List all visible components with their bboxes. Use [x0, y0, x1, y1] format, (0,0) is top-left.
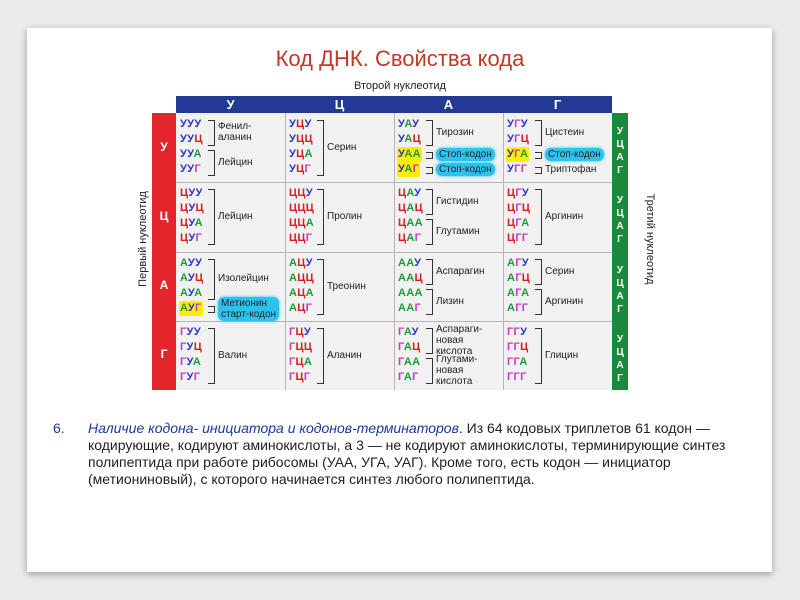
codon: ЦУГ: [180, 232, 203, 244]
group-bracket: [208, 259, 215, 300]
group-bracket: [535, 120, 542, 146]
codon: ЦЦА: [289, 217, 314, 229]
group-bracket: [426, 167, 433, 174]
group-bracket: [426, 289, 433, 315]
third-nucleotide-letter: А: [616, 221, 624, 232]
second-nucleotide-a: А: [443, 97, 454, 112]
third-nucleotide-letter: Г: [617, 304, 623, 315]
bullet-text: [88, 420, 728, 488]
third-nucleotide-letter: У: [616, 126, 624, 137]
codon: ЦЦГ: [289, 232, 313, 244]
third-nucleotide-letter: Ц: [616, 139, 624, 150]
codon: ЦУУ: [180, 187, 203, 199]
first-nucleotide-g: Г: [160, 347, 168, 361]
second-nucleotide-g: Г: [553, 97, 562, 112]
amino-acid-label: Аланин: [327, 349, 362, 361]
codon: ГАЦ: [398, 341, 421, 353]
group-bracket: [208, 120, 215, 146]
codon: УУА: [180, 148, 202, 160]
third-nucleotide-letter: У: [616, 195, 624, 206]
amino-acid-label: Глицин: [545, 349, 579, 361]
amino-acid-label: Серин: [545, 265, 575, 277]
codon: УАГ: [398, 163, 420, 175]
codon: УЦА: [289, 148, 313, 160]
codon: УАУ: [398, 118, 420, 130]
codon: УГУ: [507, 118, 528, 130]
codon: ЦЦУ: [289, 187, 313, 199]
special-codon-label: Стоп-кодон: [436, 148, 495, 161]
codon: ГГГ: [507, 371, 527, 383]
codon: АЦЦ: [289, 272, 314, 284]
codon: УЦЦ: [289, 133, 313, 145]
amino-acid-label: Лейцин: [218, 210, 253, 222]
bullet-body-text: . Из 64 кодовых триплетов 61 кодон — кодирующие, кодируют аминокислоты, а 3 — не кодируют аминокислоты, терминирующие синтез полипептида при работе рибосомы (УАА, УГА, УАГ). Кроме того, есть кодон — инициатор (метиониновый), с которого начинается синтез любого полипептида.: [88, 420, 726, 487]
codon: АГЦ: [507, 272, 531, 284]
codon: ГУУ: [180, 326, 201, 338]
second-nucleotide-header: [176, 96, 612, 113]
codon: АГУ: [507, 257, 529, 269]
codon: ГУА: [180, 356, 202, 368]
group-bracket: [317, 189, 324, 245]
amino-acid-label: Гистидин: [436, 195, 479, 207]
codon: УАА: [398, 148, 421, 160]
third-nucleotide-letter: У: [616, 334, 624, 345]
amino-acid-label: Аспараги- новая кислота: [436, 323, 483, 357]
amino-acid-label: Аргинин: [545, 295, 584, 307]
group-bracket: [535, 189, 542, 245]
third-nucleotide-letter: Г: [617, 373, 623, 384]
slide-title: Код ДНК. Свойства кода: [275, 46, 525, 71]
codon: ЦАЦ: [398, 202, 423, 214]
amino-acid-label: Аргинин: [545, 210, 584, 222]
codon: ЦГЦ: [507, 202, 531, 214]
group-bracket: [208, 150, 215, 176]
codon: УАЦ: [398, 133, 421, 145]
first-nucleotide-column: [152, 113, 176, 390]
group-bracket: [208, 306, 215, 313]
codon: АУА: [180, 287, 203, 299]
codon: ГУЦ: [180, 341, 203, 353]
codon: АГГ: [507, 302, 529, 314]
codon: АУГ: [180, 302, 202, 314]
codon: ГЦУ: [289, 326, 312, 338]
codon: ААГ: [398, 302, 422, 314]
codon: ГЦА: [289, 356, 313, 368]
codon: ЦУЦ: [180, 202, 204, 214]
group-bracket: [535, 167, 542, 174]
third-nucleotide-letter: Ц: [616, 208, 624, 219]
grid-divider-vertical: [503, 113, 504, 390]
bullet-number: 6.: [53, 420, 65, 436]
codon: ГГА: [507, 356, 528, 368]
third-nucleotide-letter: А: [616, 152, 624, 163]
third-nucleotide-column: [612, 113, 628, 390]
codon: УГГ: [507, 163, 528, 175]
amino-acid-label: Тирозин: [436, 126, 474, 138]
codon: УЦУ: [289, 118, 312, 130]
group-bracket: [208, 328, 215, 384]
third-nucleotide-letter: У: [616, 265, 624, 276]
group-bracket: [208, 189, 215, 245]
codon: УГЦ: [507, 133, 530, 145]
second-nucleotide-label: Второй нуклеотид: [354, 80, 446, 92]
third-nucleotide-label: Третий нуклеотид: [644, 193, 656, 285]
codon: АЦА: [289, 287, 314, 299]
group-bracket: [317, 328, 324, 384]
amino-acid-label: Серин: [327, 141, 357, 153]
amino-acid-label: Глутами- новая кислота: [436, 353, 478, 387]
third-nucleotide-letter: А: [616, 360, 624, 371]
grid-divider-horizontal: [176, 321, 612, 322]
first-nucleotide-label: Первый нуклеотид: [137, 191, 149, 287]
codon: ААЦ: [398, 272, 423, 284]
group-bracket: [317, 259, 324, 315]
codon: АЦУ: [289, 257, 313, 269]
codon: ЦАУ: [398, 187, 422, 199]
group-bracket: [426, 120, 433, 146]
amino-acid-label: Триптофан: [545, 164, 597, 175]
amino-acid-label: Треонин: [327, 280, 366, 292]
codon: ГЦГ: [289, 371, 311, 383]
amino-acid-label: Глутамин: [436, 225, 480, 237]
amino-acid-label: Фенил- аланин: [218, 121, 252, 143]
amino-acid-label: Пролин: [327, 210, 363, 222]
codon: ЦАА: [398, 217, 423, 229]
codon: АУУ: [180, 257, 203, 269]
grid-divider-horizontal: [176, 252, 612, 253]
codon: ГУГ: [180, 371, 201, 383]
first-nucleotide-u: У: [160, 140, 168, 154]
codon: АУЦ: [180, 272, 204, 284]
codon: ГАУ: [398, 326, 419, 338]
codon: ГГЦ: [507, 341, 529, 353]
third-nucleotide-letter: Ц: [616, 347, 624, 358]
codon: УУУ: [180, 118, 202, 130]
amino-acid-label: Лизин: [436, 295, 464, 307]
group-bracket: [535, 259, 542, 285]
group-bracket: [426, 219, 433, 245]
amino-acid-label: Изолейцин: [218, 273, 269, 284]
codon: АГА: [507, 287, 530, 299]
group-bracket: [426, 189, 433, 215]
codon: ЦГУ: [507, 187, 530, 199]
codon: ААУ: [398, 257, 422, 269]
codon: ГЦЦ: [289, 341, 313, 353]
codon: ГАА: [398, 356, 421, 368]
first-nucleotide-c: Ц: [159, 209, 169, 223]
amino-acid-label: Цистеин: [545, 126, 585, 138]
group-bracket: [426, 152, 433, 159]
third-nucleotide-letter: Г: [617, 234, 623, 245]
amino-acid-label: Аспарагин: [436, 265, 485, 277]
amino-acid-label: Лейцин: [218, 156, 253, 168]
third-nucleotide-letter: Ц: [616, 278, 624, 289]
codon: УЦГ: [289, 163, 312, 175]
group-bracket: [317, 120, 324, 176]
codon: ЦЦЦ: [289, 202, 315, 214]
group-bracket: [426, 328, 433, 354]
second-nucleotide-u: У: [226, 97, 235, 112]
codon: ГГУ: [507, 326, 528, 338]
special-codon-label: Метионин старт-кодон: [218, 297, 279, 321]
second-nucleotide-c: Ц: [334, 97, 345, 112]
group-bracket: [535, 289, 542, 315]
codon: ЦУА: [180, 217, 203, 229]
group-bracket: [535, 328, 542, 384]
group-bracket: [426, 358, 433, 384]
third-nucleotide-letter: Г: [617, 165, 623, 176]
codon: ЦГГ: [507, 232, 529, 244]
codon: ГАГ: [398, 371, 419, 383]
codon: ААА: [398, 287, 423, 299]
codon: УУЦ: [180, 133, 203, 145]
third-nucleotide-letter: А: [616, 291, 624, 302]
codon-table: [176, 113, 612, 390]
codon: ЦГА: [507, 217, 530, 229]
codon: УГА: [507, 148, 529, 160]
first-nucleotide-a: А: [159, 278, 169, 292]
special-codon-label: Стоп-кодон: [545, 148, 604, 161]
codon: АЦГ: [289, 302, 313, 314]
bullet-italic-text: Наличие кодона- инициатора и кодонов-терминаторов: [88, 420, 459, 436]
codon: УУГ: [180, 163, 201, 175]
group-bracket: [535, 152, 542, 159]
group-bracket: [426, 259, 433, 285]
codon: ЦАГ: [398, 232, 422, 244]
special-codon-label: Стоп-кодон: [436, 163, 495, 176]
amino-acid-label: Валин: [218, 349, 248, 361]
